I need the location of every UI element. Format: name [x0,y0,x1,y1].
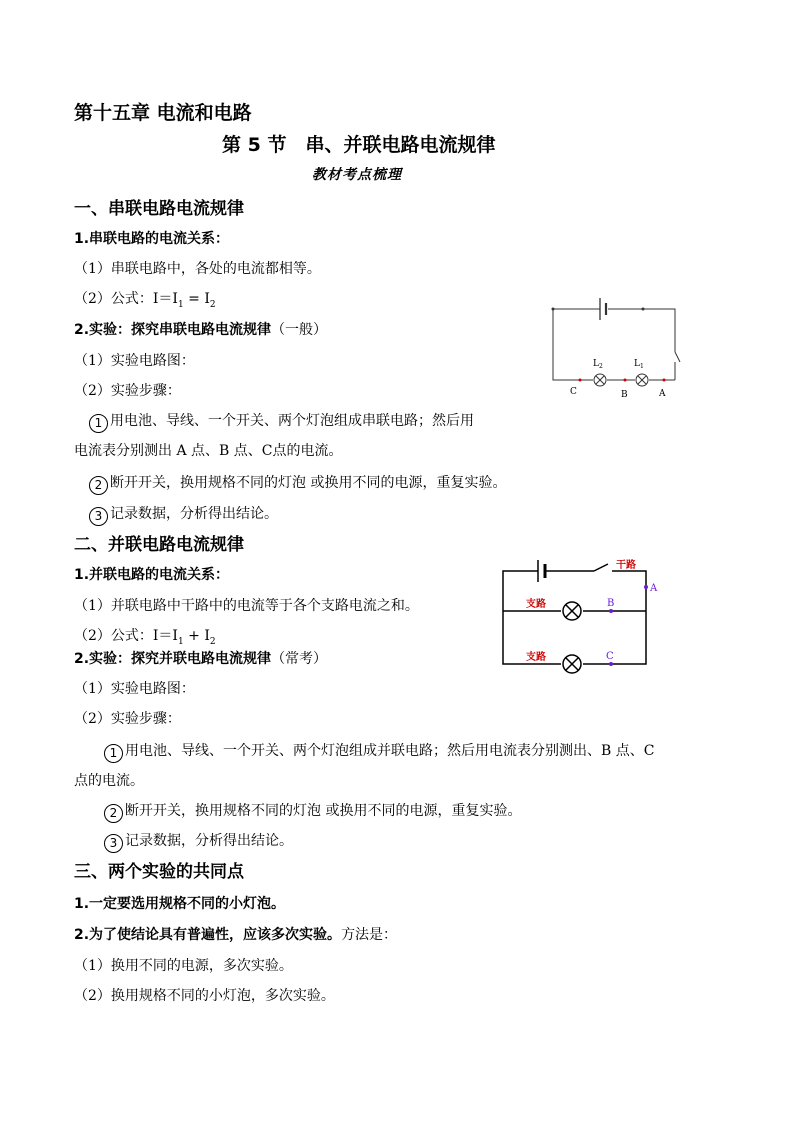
part1-p1: （1）串联电路中，各处的电流都相等。 [74,261,321,277]
part1-p3: （1）实验电路图： [74,353,195,369]
part3-h2-bold: 2.为了使结论具有普遍性，应该多次实验。 [74,927,342,943]
part2-h2-normal: （常考） [271,651,328,667]
label-L2: $L_2$ [593,359,603,370]
part2-step2 [104,800,521,823]
formula-text: （2）公式：I＝I [74,291,178,307]
label-C: C [606,651,614,662]
label-B: B [621,390,628,400]
part3-h2-normal: 方法是： [341,927,398,943]
part1-h2 [74,319,327,339]
formula-text: （2）公式：I＝I [74,628,178,644]
part1-step2 [89,472,506,495]
part3-h2 [74,924,397,944]
part1-h2-normal: （一般） [271,322,328,338]
part1-formula [74,288,216,310]
part1-h1: 1.串联电路的电流关系： [74,231,230,247]
part1-step3 [89,503,278,526]
chapter-title: 第十五章 电流和电路 [74,102,252,124]
part1-heading: 一、串联电路电流规律 [74,199,244,219]
label-C: C [570,387,577,397]
series-circuit-diagram [545,290,685,405]
step-number: 1 [104,744,123,763]
part3-p1: （1）换用不同的电源，多次实验。 [74,958,293,974]
part1-h2-bold: 2.实验：探究串联电路电流规律 [74,322,272,338]
step-text: 记录数据，分析得出结论。 [125,833,293,849]
step-number: 2 [89,476,108,495]
label-branch-2: 支路 [526,652,546,663]
part3-h1: 1.一定要选用规格不同的小灯泡。 [74,896,286,912]
formula-sub: 1 [177,299,184,310]
label-main-path: 干路 [616,560,636,571]
step-text: 用电池、导线、一个开关、两个灯泡组成串联电路；然后用 [110,413,474,429]
part2-h2-bold: 2.实验：探究并联电路电流规律 [74,651,272,667]
label-A: A [650,583,658,594]
part2-formula [74,625,216,647]
step-number: 2 [104,804,123,823]
parallel-circuit-diagram [498,552,668,674]
step-number: 3 [89,507,108,526]
part2-step1-cont: 点的电流。 [74,773,144,789]
part3-heading: 三、两个实验的共同点 [74,862,244,882]
part3-p2: （2）换用规格不同的小灯泡，多次实验。 [74,988,335,1004]
step-text: 断开开关，换用规格不同的灯泡 或换用不同的电源，重复实验。 [110,475,507,491]
part2-step3 [104,830,293,853]
step-text: 记录数据，分析得出结论。 [110,506,278,522]
subtitle: 教材考点梳理 [312,167,402,183]
part2-h1: 1.并联电路的电流关系： [74,567,230,583]
part1-p4: （2）实验步骤： [74,383,181,399]
part2-step1 [104,740,654,763]
part2-p3: （1）实验电路图： [74,681,195,697]
formula-sub: 1 [177,636,184,647]
part2-p1: （1）并联电路中干路中的电流等于各个支路电流之和。 [74,598,419,614]
section-title: 第 5 节 串、并联电路电流规律 [222,134,496,156]
label-branch-1: 支路 [526,599,546,610]
part1-step1 [89,410,474,433]
step-text: 断开开关，换用规格不同的灯泡 或换用不同的电源，重复实验。 [125,803,522,819]
label-B: B [607,598,615,609]
formula-sub: 2 [209,299,216,310]
step-number: 1 [89,414,108,433]
label-L1: $L_1$ [634,359,644,370]
step-text: 用电池、导线、一个开关、两个灯泡组成并联电路；然后用电流表分别测出、B 点、C [125,743,655,759]
formula-text: = I [183,291,210,307]
label-A: A [659,389,666,399]
formula-text: + I [183,628,210,644]
step-number: 3 [104,834,123,853]
part2-heading: 二、并联电路电流规律 [74,535,244,555]
part1-step1-cont: 电流表分别测出 A 点、B 点、C点的电流。 [74,443,343,459]
part2-p4: （2）实验步骤： [74,711,181,727]
formula-sub: 2 [209,636,216,647]
part2-h2 [74,648,327,668]
